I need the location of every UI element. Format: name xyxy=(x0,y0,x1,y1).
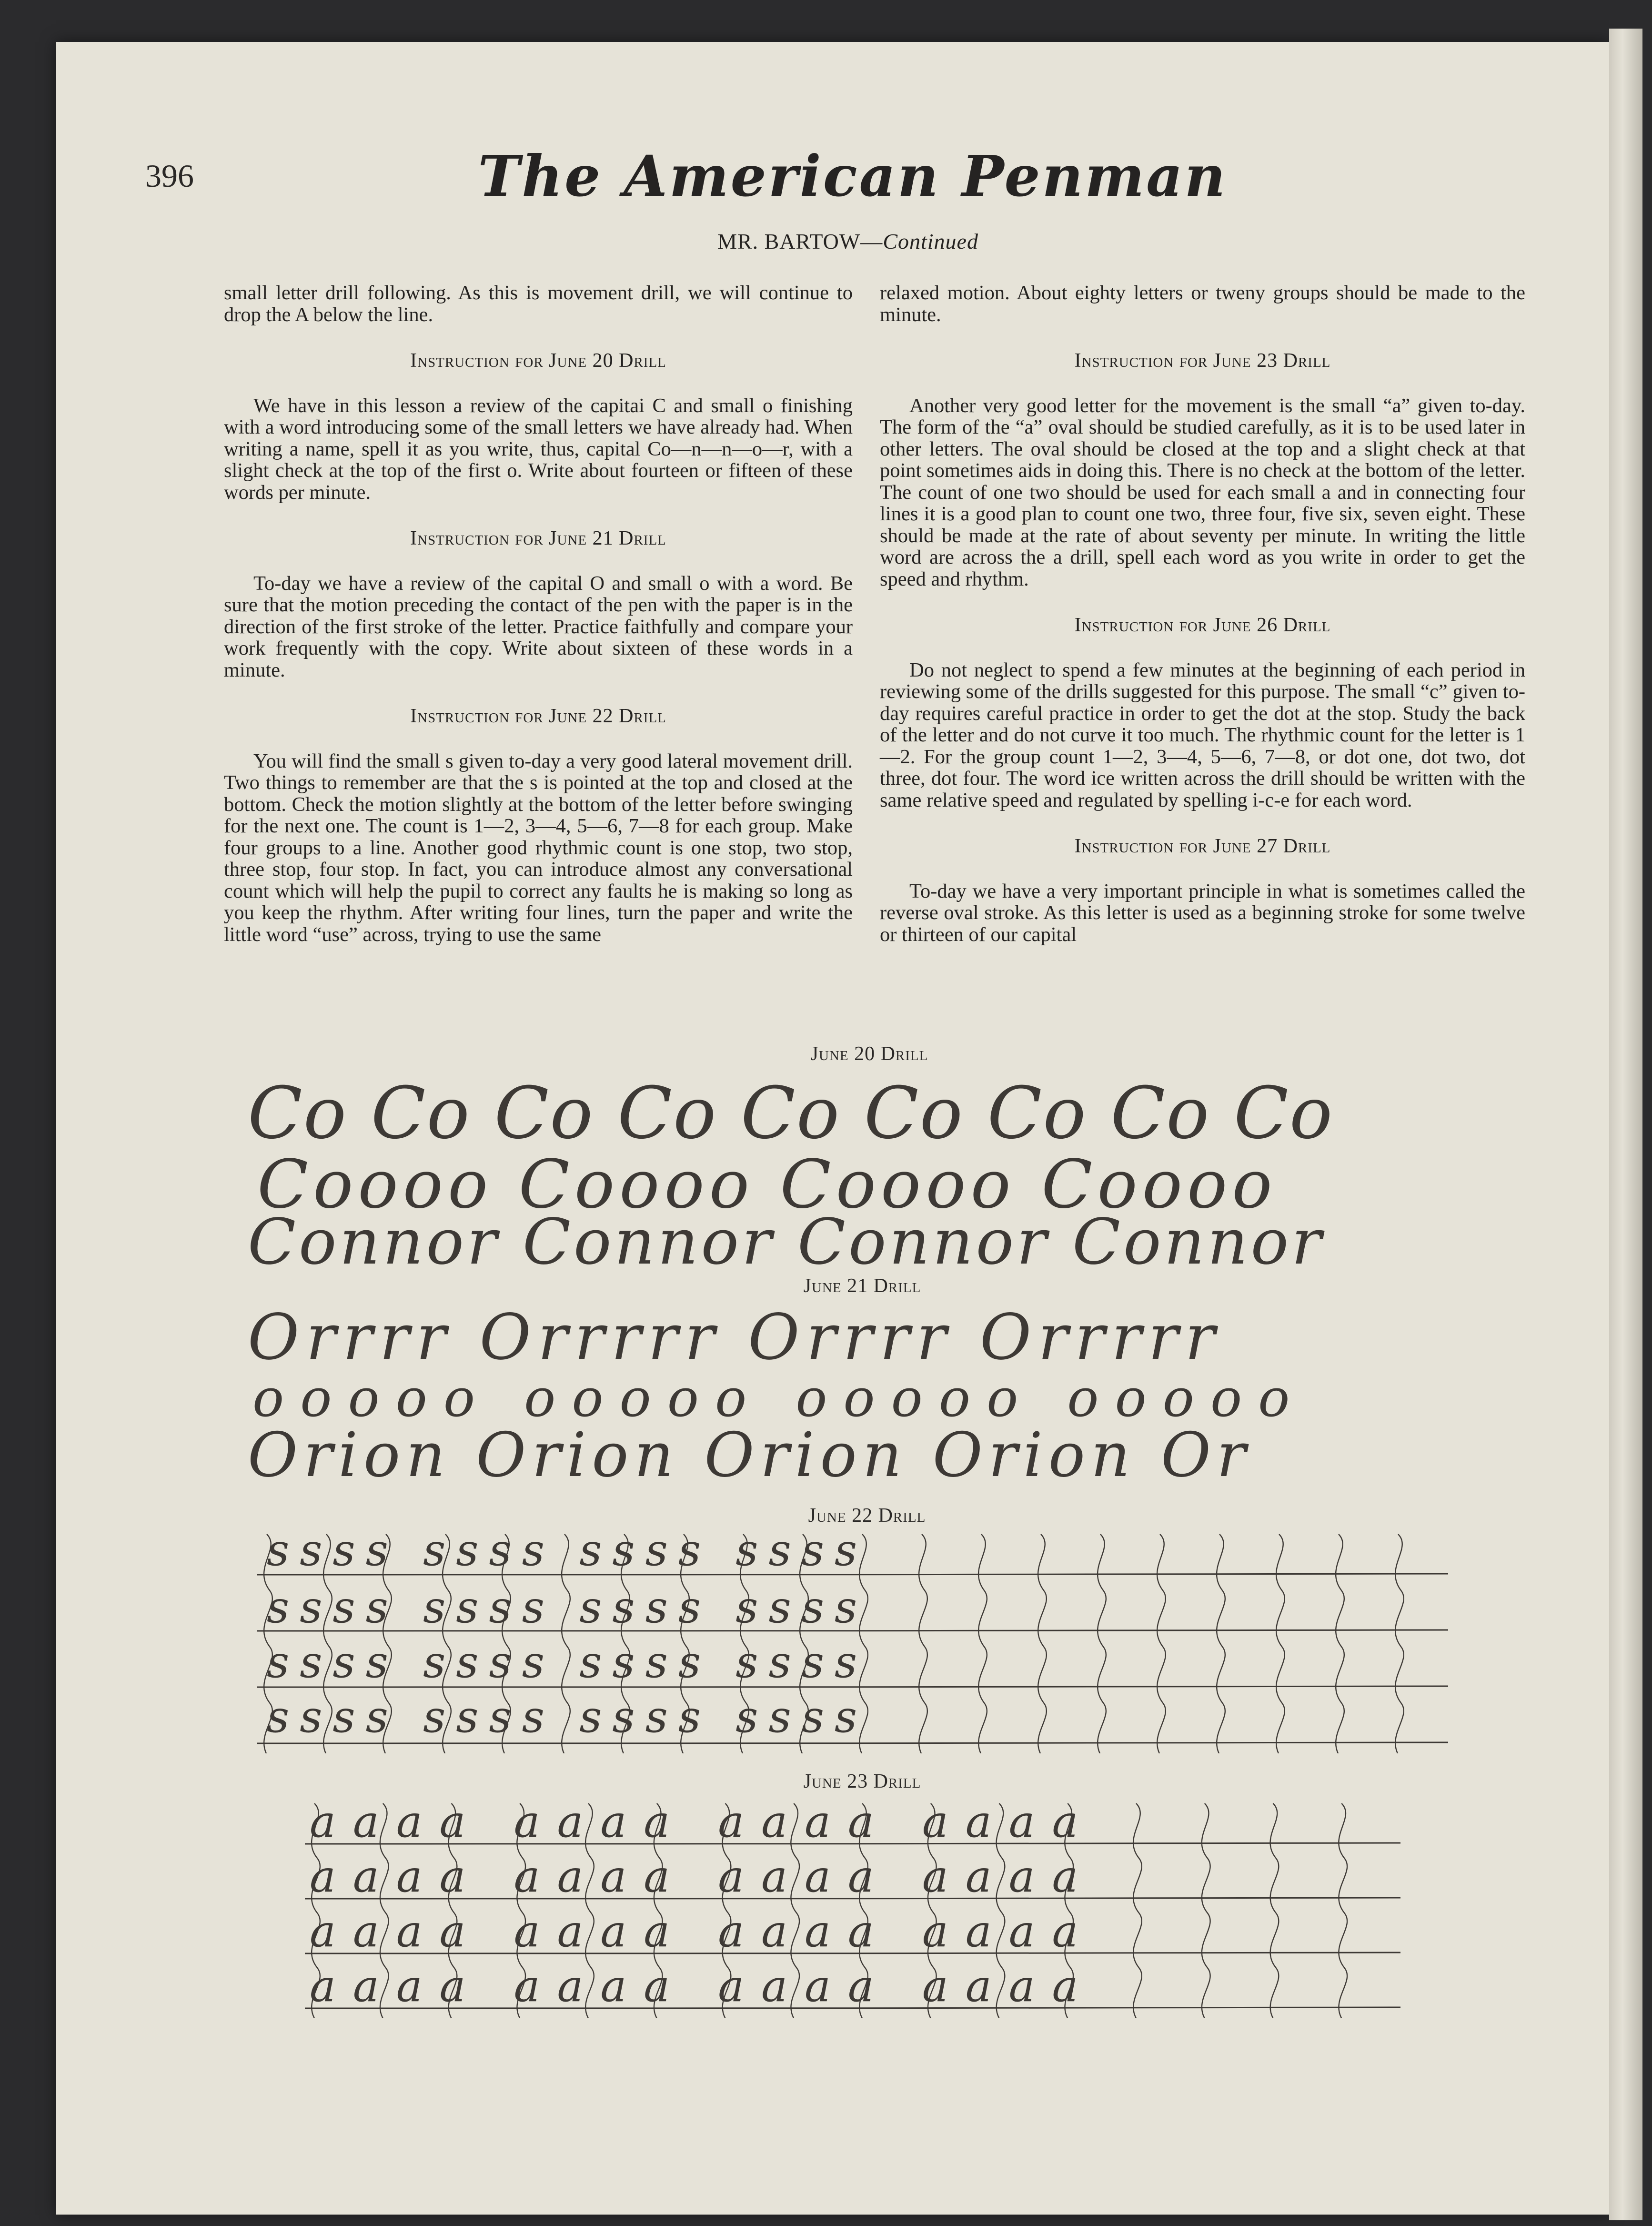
drill-june-21-row-2: ooooo ooooo ooooo ooooo xyxy=(252,1367,1306,1428)
drill-june-21-row-1: Orrrr Orrrrr Orrrr Orrrrr xyxy=(248,1301,1222,1374)
drill-june-22-crossed-stroke xyxy=(1276,1534,1285,1753)
masthead-title: The American Penman xyxy=(478,143,1228,209)
drill-june-22-row-1: ssss ssss ssss ssss xyxy=(267,1525,868,1576)
drill-june-20-row-1: Co Co Co Co Co Co Co Co Co xyxy=(248,1072,1334,1155)
drill-june-22-row-4: ssss ssss ssss ssss xyxy=(267,1691,868,1742)
section-body-june-27: To-day we have a very important principle in what is sometimes called the reverse oval stroke. As this letter is used as a beginning stroke for some twelve or thirteen of our capital xyxy=(880,880,1525,946)
drill-label-june-20: June 20 Drill xyxy=(810,1043,928,1065)
drill-june-22-row-2: ssss ssss ssss ssss xyxy=(267,1582,868,1633)
drill-label-june-22: June 22 Drill xyxy=(808,1505,926,1527)
drill-june-23-crossed-stroke xyxy=(1339,1803,1347,2018)
drill-june-22-crossed-stroke xyxy=(1217,1534,1225,1753)
section-heading-june-22: Instruction for June 22 Drill xyxy=(410,705,666,727)
left-intro: small letter drill following. As this is movement drill, we will continue to drop the A below the line. xyxy=(224,282,853,326)
right-column xyxy=(880,282,1525,945)
section-heading-june-23: Instruction for June 23 Drill xyxy=(1074,350,1331,372)
drill-june-22-crossed-stroke xyxy=(1038,1534,1047,1753)
section-body-june-22: You will find the small s given to-day a very good lateral movement drill. Two things to remember are that the s is pointed at the top and closed at the bottom. Check the motion slightly at the bottom of the letter before swinging for the next one. The count is 1—2, 3—4, 5—6, 7—8 for each group. Make four groups to a line. Another good rhythmic count is one stop, two stop, three stop, four stop. In fact, you can introduce almost any conversational count which will help the pupil to correct any faults he is making so long as you keep the rhythm. After writing four lines, turn the paper and write the little word “use” across, trying to use the same xyxy=(224,749,853,946)
section-heading-june-26: Instruction for June 26 Drill xyxy=(1074,614,1331,636)
right-intro: relaxed motion. About eighty letters or tweny groups should be made to the minute. xyxy=(880,282,1525,326)
drill-june-23-crossed-stroke xyxy=(1133,1803,1142,2018)
drill-june-22-crossed-stroke xyxy=(1395,1534,1404,1753)
drill-june-23-row-3: aaaa aaaa aaaa aaaa xyxy=(310,1906,1096,1957)
drill-june-22-crossed-stroke xyxy=(978,1534,987,1753)
section-heading-june-20: Instruction for June 20 Drill xyxy=(410,350,666,372)
page-number: 396 xyxy=(145,158,194,194)
drill-june-22-row-3: ssss ssss ssss ssss xyxy=(267,1637,868,1688)
drill-june-22-crossed-stroke xyxy=(1157,1534,1166,1753)
next-page-edge xyxy=(1609,29,1642,2220)
drill-june-23-row-2: aaaa aaaa aaaa aaaa xyxy=(310,1851,1096,1902)
section-body-june-20: We have in this lesson a review of the capitai C and small o finishing with a word introducing some of the small letters we have already had. When writing a name, spell it as you write, thus, capital Co—n—n—o—r, with a slight check at the top of the first o. Write about fourteen or fifteen of these words per minute. xyxy=(224,394,853,504)
drill-june-23-row-1: aaaa aaaa aaaa aaaa xyxy=(310,1796,1096,1847)
drill-june-21-row-3: Orion Orion Orion Orion Or xyxy=(248,1420,1252,1491)
masthead xyxy=(476,129,1229,224)
drill-june-22-baseline-4 xyxy=(257,1742,1448,1743)
byline-name: MR. BARTOW— xyxy=(717,229,883,253)
drill-june-22-crossed-stroke xyxy=(919,1534,927,1753)
drill-june-20-row-3: Connor Connor Connor Connor xyxy=(248,1205,1325,1279)
section-body-june-26: Do not neglect to spend a few minutes at the beginning of each period in reviewing some of the drills suggested for this purpose. The small “c” given to-day requires careful practice in order to get the dot at the stop. Study the back of the letter and do not curve it too much. The rhythmic count for the letter is 1—2. For the group count 1—2, 3—4, 5—6, 7—8, or dot one, dot two, dot three, dot four. The word ice written across the drill should be written with the same relative speed and regulated by spelling i-c-e for each word. xyxy=(880,658,1525,811)
section-body-june-23: Another very good letter for the movement is the small “a” given to-day. The form of the “a” oval should be studied carefully, as it is to be used later in other letters. The oval should be closed at the top and a slight check at that point sometimes aids in doing this. There is no check at the bottom of the letter. The count of one two should be used for each small a and in connecting four lines it is a good plan to count one two, three four, five six, seven eight. These should be made at the rate of about seventy per minute. In writing the little word are across the a drill, spell each word as you write in order to get the speed and rhythm. xyxy=(880,394,1525,590)
byline-continued: Continued xyxy=(883,229,978,253)
drill-june-23-crossed-stroke xyxy=(1202,1803,1210,2018)
drill-label-june-23: June 23 Drill xyxy=(803,1771,921,1792)
drill-june-22-crossed-stroke xyxy=(1098,1534,1106,1753)
drill-june-22-crossed-stroke xyxy=(1336,1534,1344,1753)
section-heading-june-21: Instruction for June 21 Drill xyxy=(410,527,666,549)
left-column xyxy=(224,282,853,945)
drill-june-20-row-2: Coooo Coooo Coooo Coooo xyxy=(257,1146,1277,1224)
section-heading-june-27: Instruction for June 27 Drill xyxy=(1074,835,1331,857)
byline xyxy=(634,229,1062,254)
drill-june-23-row-4: aaaa aaaa aaaa aaaa xyxy=(310,1961,1096,2012)
drill-june-23-crossed-stroke xyxy=(1270,1803,1279,2018)
section-body-june-21: To-day we have a review of the capital O and small o with a word. Be sure that the motion preceding the contact of the pen with the paper is in the direction of the first stroke of the letter. Practice faithfully and compare your work frequently with the copy. Write about sixteen of these words in a minute. xyxy=(224,572,853,681)
drill-label-june-21: June 21 Drill xyxy=(803,1275,921,1297)
